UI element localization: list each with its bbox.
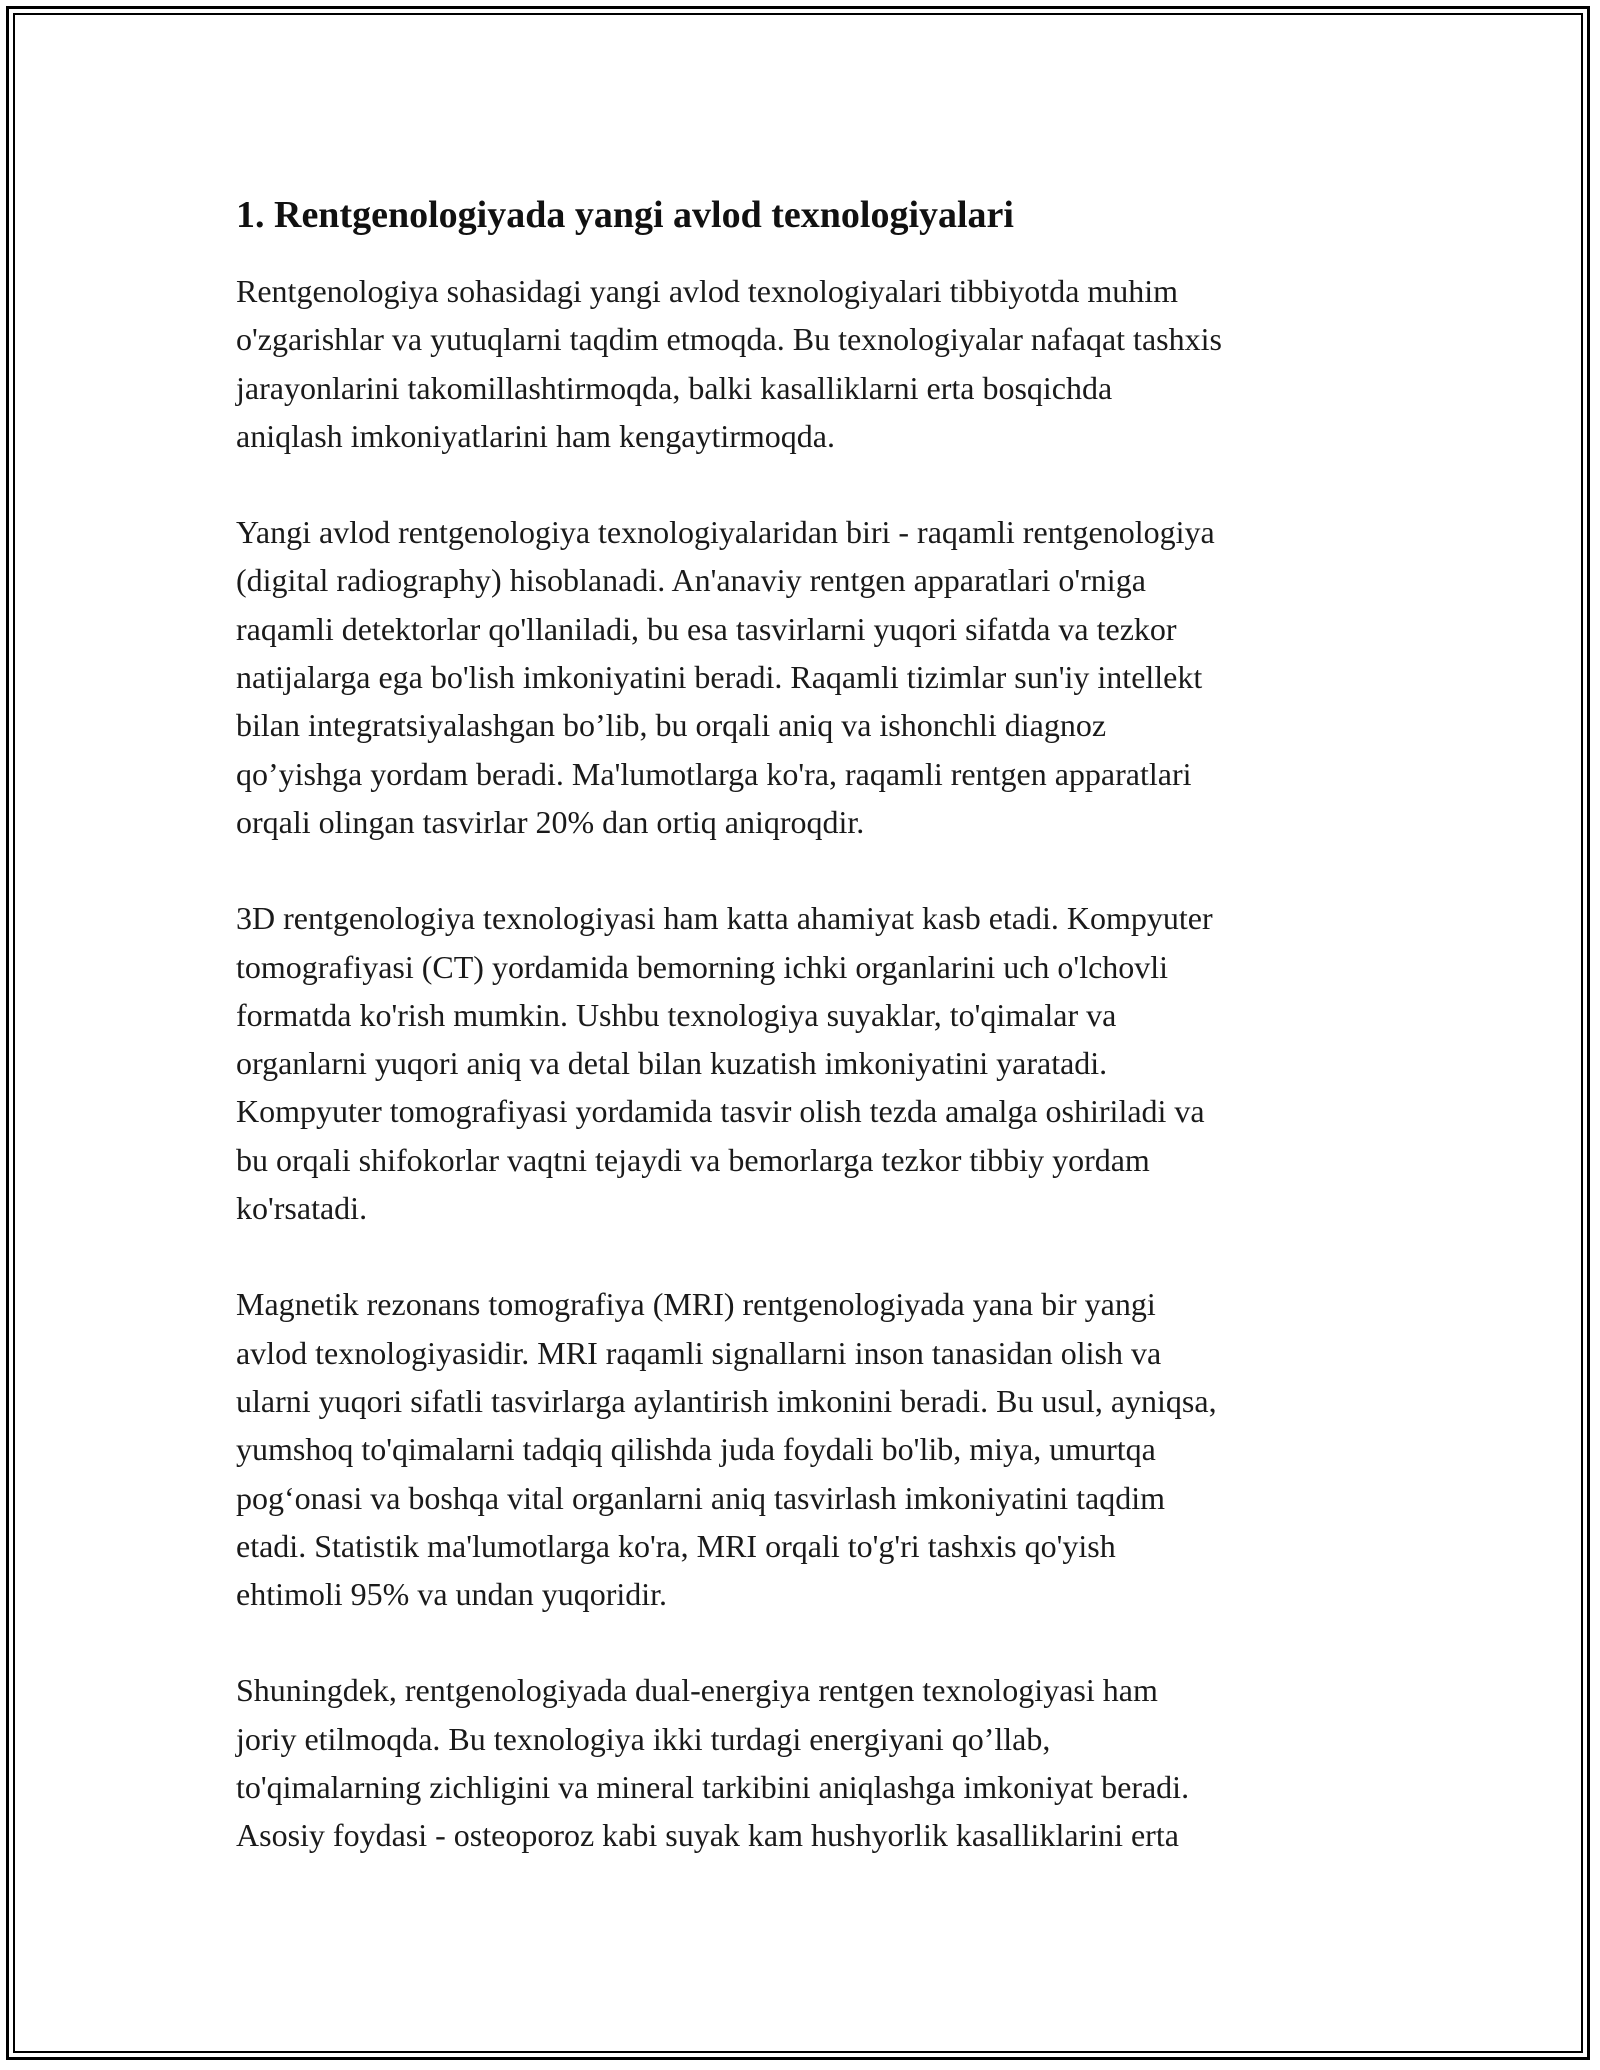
section-heading: 1. Rentgenologiyada yangi avlod texnologiyalari: [236, 194, 1014, 236]
text-line: aniqlash imkoniyatlarini ham kengaytirmoqda.: [236, 417, 835, 454]
text-line: qo’yishga yordam beradi. Ma'lumotlarga ko'ra, raqamli rentgen apparatlari: [236, 755, 1192, 792]
text-line: natijalarga ega bo'lish imkoniyatini beradi. Raqamli tizimlar sun'iy intellekt: [236, 659, 1203, 696]
text-line: Rentgenologiya sohasidagi yangi avlod texnologiyalari tibbiyotda muhim: [236, 273, 1179, 309]
document-body: [236, 185, 1386, 1908]
paragraph-dual-energy: [236, 1666, 1386, 1859]
paragraph-3d-ct: [236, 894, 1386, 1232]
text-line: bu orqali shifokorlar vaqtni tejaydi va bemorlarga tezkor tibbiy yordam: [236, 1141, 1150, 1178]
text-line: (digital radiography) hisoblanadi. An'anaviy rentgen apparatlari o'rniga: [236, 562, 1146, 599]
text-line: Asosiy foydasi - osteoporoz kabi suyak kam hushyorlik kasalliklarini erta: [236, 1817, 1179, 1854]
text-line: Shuningdek, rentgenologiyada dual-energiya rentgen texnologiyasi ham: [236, 1672, 1158, 1709]
text-line: organlarni yuqori aniq va detal bilan kuzatish imkoniyatini yaratadi.: [236, 1045, 1108, 1082]
text-line: avlod texnologiyasidir. MRI raqamli signallarni inson tanasidan olish va: [236, 1334, 1162, 1371]
text-line: tomografiyasi (CT) yordamida bemorning ichki organlarini uch o'lchovli: [236, 948, 1169, 985]
paragraph-intro: [236, 267, 1386, 460]
text-line: formatda ko'rish mumkin. Ushbu texnologiya suyaklar, to'qimalar va: [236, 996, 1117, 1033]
text-line: 3D rentgenologiya texnologiyasi ham katta ahamiyat kasb etadi. Kompyuter: [236, 900, 1213, 937]
text-line: pog‘onasi va boshqa vital organlarni aniq tasvirlash imkoniyatini taqdim: [236, 1479, 1166, 1516]
text-line: Yangi avlod rentgenologiya texnologiyalaridan biri - raqamli rentgenologiya: [236, 514, 1215, 551]
text-line: orqali olingan tasvirlar 20% dan ortiq aniqroqdir.: [236, 803, 865, 840]
text-line: etadi. Statistik ma'lumotlarga ko'ra, MRI orqali to'g'ri tashxis qo'yish: [236, 1527, 1116, 1564]
text-line: o'zgarishlar va yutuqlarni taqdim etmoqda. Bu texnologiyalar nafaqat tashxis: [236, 321, 1222, 358]
text-line: ularni yuqori sifatli tasvirlarga aylantirish imkonini beradi. Bu usul, ayniqsa,: [236, 1382, 1217, 1419]
text-line: jarayonlarini takomillashtirmoqda, balki kasalliklarni erta bosqichda: [236, 369, 1113, 406]
paragraph-mri: [236, 1280, 1386, 1618]
text-line: to'qimalarning zichligini va mineral tarkibini aniqlashga imkoniyat beradi.: [236, 1769, 1190, 1806]
text-line: raqamli detektorlar qo'llaniladi, bu esa tasvirlarni yuqori sifatda va tezkor: [236, 610, 1177, 647]
text-line: Kompyuter tomografiyasi yordamida tasvir olish tezda amalga oshiriladi va: [236, 1093, 1205, 1130]
text-line: ko'rsatadi.: [236, 1190, 368, 1227]
text-line: joriy etilmoqda. Bu texnologiya ikki turdagi energiyani qo’llab,: [236, 1720, 1051, 1757]
paragraph-digital-radiography: [236, 508, 1386, 846]
text-line: yumshoq to'qimalarni tadqiq qilishda juda foydali bo'lib, miya, umurtqa: [236, 1431, 1156, 1468]
text-line: ehtimoli 95% va undan yuqoridir.: [236, 1576, 668, 1613]
text-line: bilan integratsiyalashgan bo’lib, bu orqali aniq va ishonchli diagnoz: [236, 707, 1107, 744]
text-line: Magnetik rezonans tomografiya (MRI) rentgenologiyada yana bir yangi: [236, 1286, 1156, 1323]
